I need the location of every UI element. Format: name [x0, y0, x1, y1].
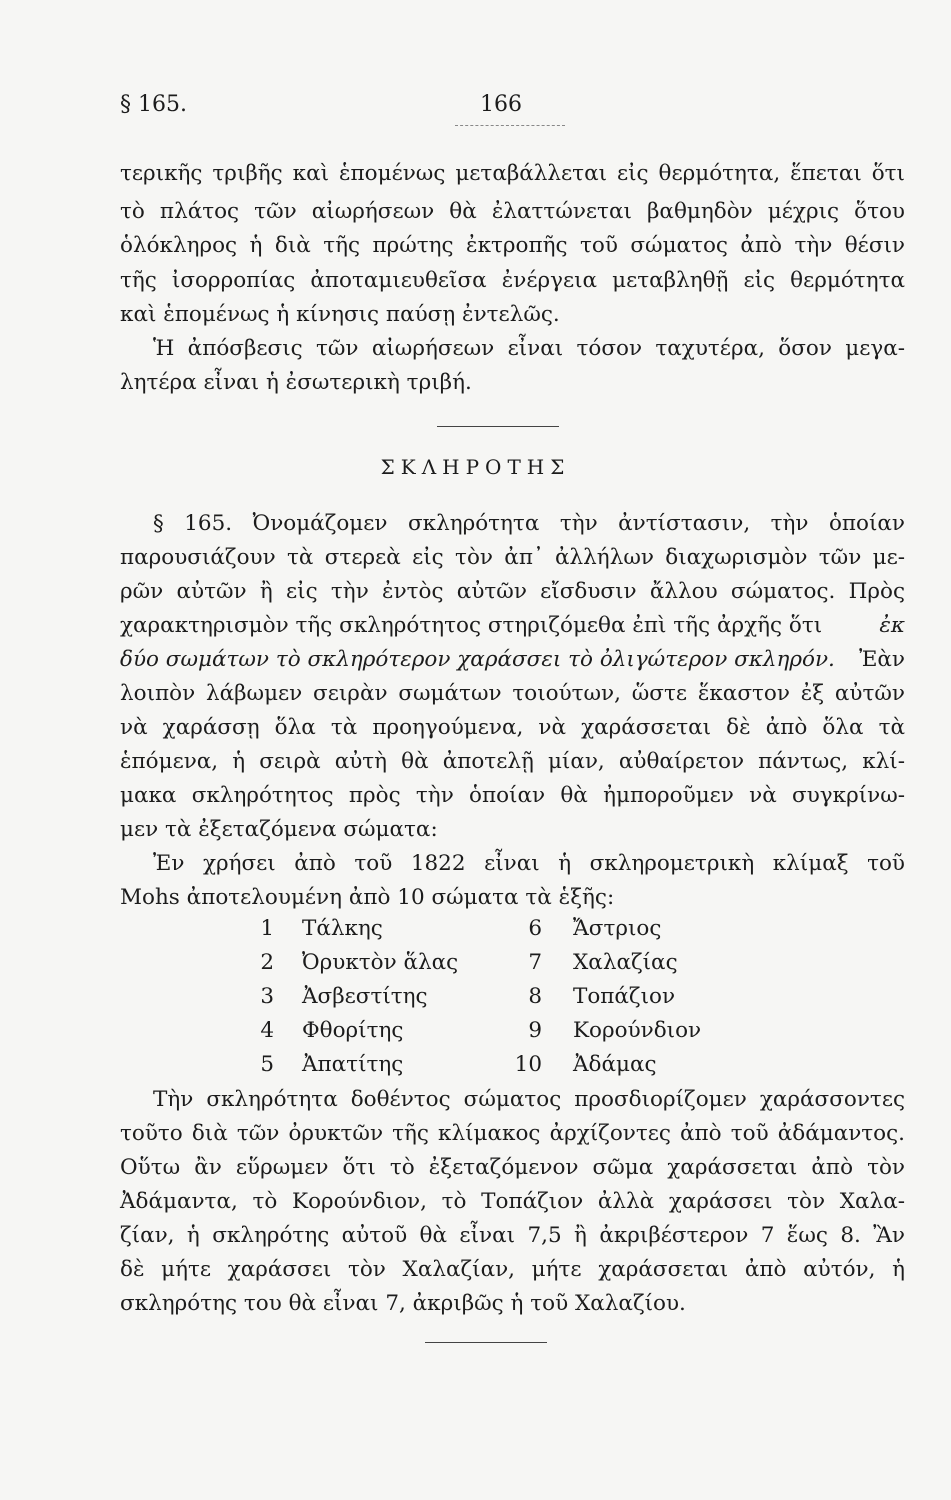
text-line: § 165. Ὀνομάζομεν σκληρότητα τὴν ἀντίστασιν, τὴν ὁποίαν: [153, 511, 905, 536]
end-divider: [425, 1342, 547, 1343]
text-run: χαρακτηρισμὸν τῆς σκληρότητος στηριζόμεθα ἐπὶ τῆς ἀρχῆς ὅτι: [120, 613, 823, 638]
scale-mineral: Φθορίτης: [302, 1018, 404, 1043]
text-line: μεν τὰ ἐξεταζόμενα σώματα:: [120, 817, 438, 842]
italic-run: ἐκ: [879, 613, 905, 638]
text-line: τὸ πλάτος τῶν αἰωρήσεων θὰ ἐλαττώνεται βαθμηδὸν μέχρις ὅτου: [120, 199, 905, 224]
text-line: λητέρα εἶναι ἡ ἐσωτερικὴ τριβή.: [120, 370, 472, 395]
text-line: ρῶν αὐτῶν ἢ εἰς τὴν ἐντὸς αὐτῶν εἴσδυσιν ἄλλου σώματος. Πρὸς: [120, 579, 905, 604]
scale-mineral: Ἄστριος: [573, 916, 662, 941]
text-line: νὰ χαράσσῃ ὅλα τὰ προηγούμενα, νὰ χαράσσεται δὲ ἀπὸ ὅλα τὰ: [120, 715, 905, 740]
text-line: ζίαν, ἡ σκληρότης αὐτοῦ θὰ εἶναι 7,5 ἢ ἀκριβέστερον 7 ἕως 8. Ἂν: [120, 1223, 905, 1248]
scale-mineral: Κορούνδιον: [573, 1018, 702, 1043]
header-rule: [455, 125, 565, 126]
scale-number: 3: [260, 984, 274, 1009]
text-line: ἑπόμενα, ἡ σειρὰ αὐτὴ θὰ ἀποτελῇ μίαν, αὐθαίρετον πάντως, κλί-: [120, 749, 905, 774]
scale-number: 10: [514, 1052, 542, 1077]
text-line: ὁλόκληρος ἡ διὰ τῆς πρώτης ἐκτροπῆς τοῦ σώματος ἀπὸ τὴν θέσιν: [120, 233, 905, 258]
text-line: Ἡ ἀπόσβεσις τῶν αἰωρήσεων εἶναι τόσον ταχυτέρα, ὅσον μεγα-: [153, 336, 905, 361]
text-line: μακα σκληρότητος πρὸς τὴν ὁποίαν θὰ ἠμποροῦμεν νὰ συγκρίνω-: [120, 783, 905, 808]
text-line: [120, 643, 905, 677]
scale-mineral: Ἀσβεστίτης: [302, 984, 428, 1009]
scale-mineral: Ὀρυκτὸν ἅλας: [302, 950, 459, 975]
scale-number: 5: [260, 1052, 274, 1077]
text-line: Οὕτω ἂν εὕρωμεν ὅτι τὸ ἐξεταζόμενον σῶμα χαράσσεται ἀπὸ τὸν: [120, 1155, 905, 1180]
text-line: δὲ μήτε χαράσσει τὸν Χαλαζίαν, μήτε χαράσσεται ἀπὸ αὐτόν, ἡ: [120, 1257, 905, 1282]
scale-number: 9: [528, 1018, 542, 1043]
scale-number: 4: [260, 1018, 274, 1043]
text-line: [120, 609, 905, 643]
text-line: Mohs ἀποτελουμένη ἀπὸ 10 σώματα τὰ ἑξῆς:: [120, 885, 615, 910]
text-line: καὶ ἑπομένως ἡ κίνησις παύσῃ ἐντελῶς.: [120, 302, 560, 327]
scale-mineral: Ἀδάμας: [573, 1052, 657, 1077]
scale-mineral: Τάλκης: [302, 916, 383, 941]
scale-number: 6: [528, 916, 542, 941]
scale-mineral: Ἀπατίτης: [302, 1052, 404, 1077]
italic-principle: δύο σωμάτων τὸ σκληρότερον χαράσσει τὸ ὀλιγώτερον σκληρόν.: [120, 647, 835, 672]
scale-mineral: Τοπάζιον: [573, 984, 676, 1009]
text-run: Ἐὰν: [859, 647, 905, 672]
page-number: 166: [480, 92, 522, 117]
section-heading: ΣΚΛΗΡΟΤΗΣ: [380, 455, 571, 479]
text-line: Τὴν σκληρότητα δοθέντος σώματος προσδιορίζομεν χαράσσοντες: [153, 1087, 905, 1112]
scale-number: 8: [528, 984, 542, 1009]
section-reference: § 165.: [120, 92, 187, 117]
text-line: τοῦτο διὰ τῶν ὀρυκτῶν τῆς κλίμακος ἀρχίζοντες ἀπὸ τοῦ ἀδάμαντος.: [120, 1121, 905, 1146]
scale-number: 1: [260, 916, 274, 941]
scale-mineral: Χαλαζίας: [573, 950, 678, 975]
text-line: τερικῆς τριβῆς καὶ ἑπομένως μεταβάλλεται εἰς θερμότητα, ἕπεται ὅτι: [120, 161, 905, 186]
text-line: Ἐν χρήσει ἀπὸ τοῦ 1822 εἶναι ἡ σκληρομετρικὴ κλίμαξ τοῦ: [153, 851, 905, 876]
text-line: λοιπὸν λάβωμεν σειρὰν σωμάτων τοιούτων, ὥστε ἕκαστον ἐξ αὐτῶν: [120, 681, 905, 706]
text-line: τῆς ἰσορροπίας ἀποταμιευθεῖσα ἐνέργεια μεταβληθῇ εἰς θερμότητα: [120, 268, 905, 293]
text-line: Ἀδάμαντα, τὸ Κορούνδιον, τὸ Τοπάζιον ἀλλὰ χαράσσει τὸν Χαλα-: [120, 1189, 905, 1214]
text-line: σκληρότης του θὰ εἶναι 7, ἀκριβῶς ἡ τοῦ Χαλαζίου.: [120, 1291, 686, 1316]
scale-number: 2: [260, 950, 274, 975]
scale-number: 7: [528, 950, 542, 975]
text-line: παρουσιάζουν τὰ στερεὰ εἰς τὸν ἀπ᾽ ἀλλήλων διαχωρισμὸν τῶν με-: [120, 545, 905, 570]
section-divider: [437, 426, 559, 427]
